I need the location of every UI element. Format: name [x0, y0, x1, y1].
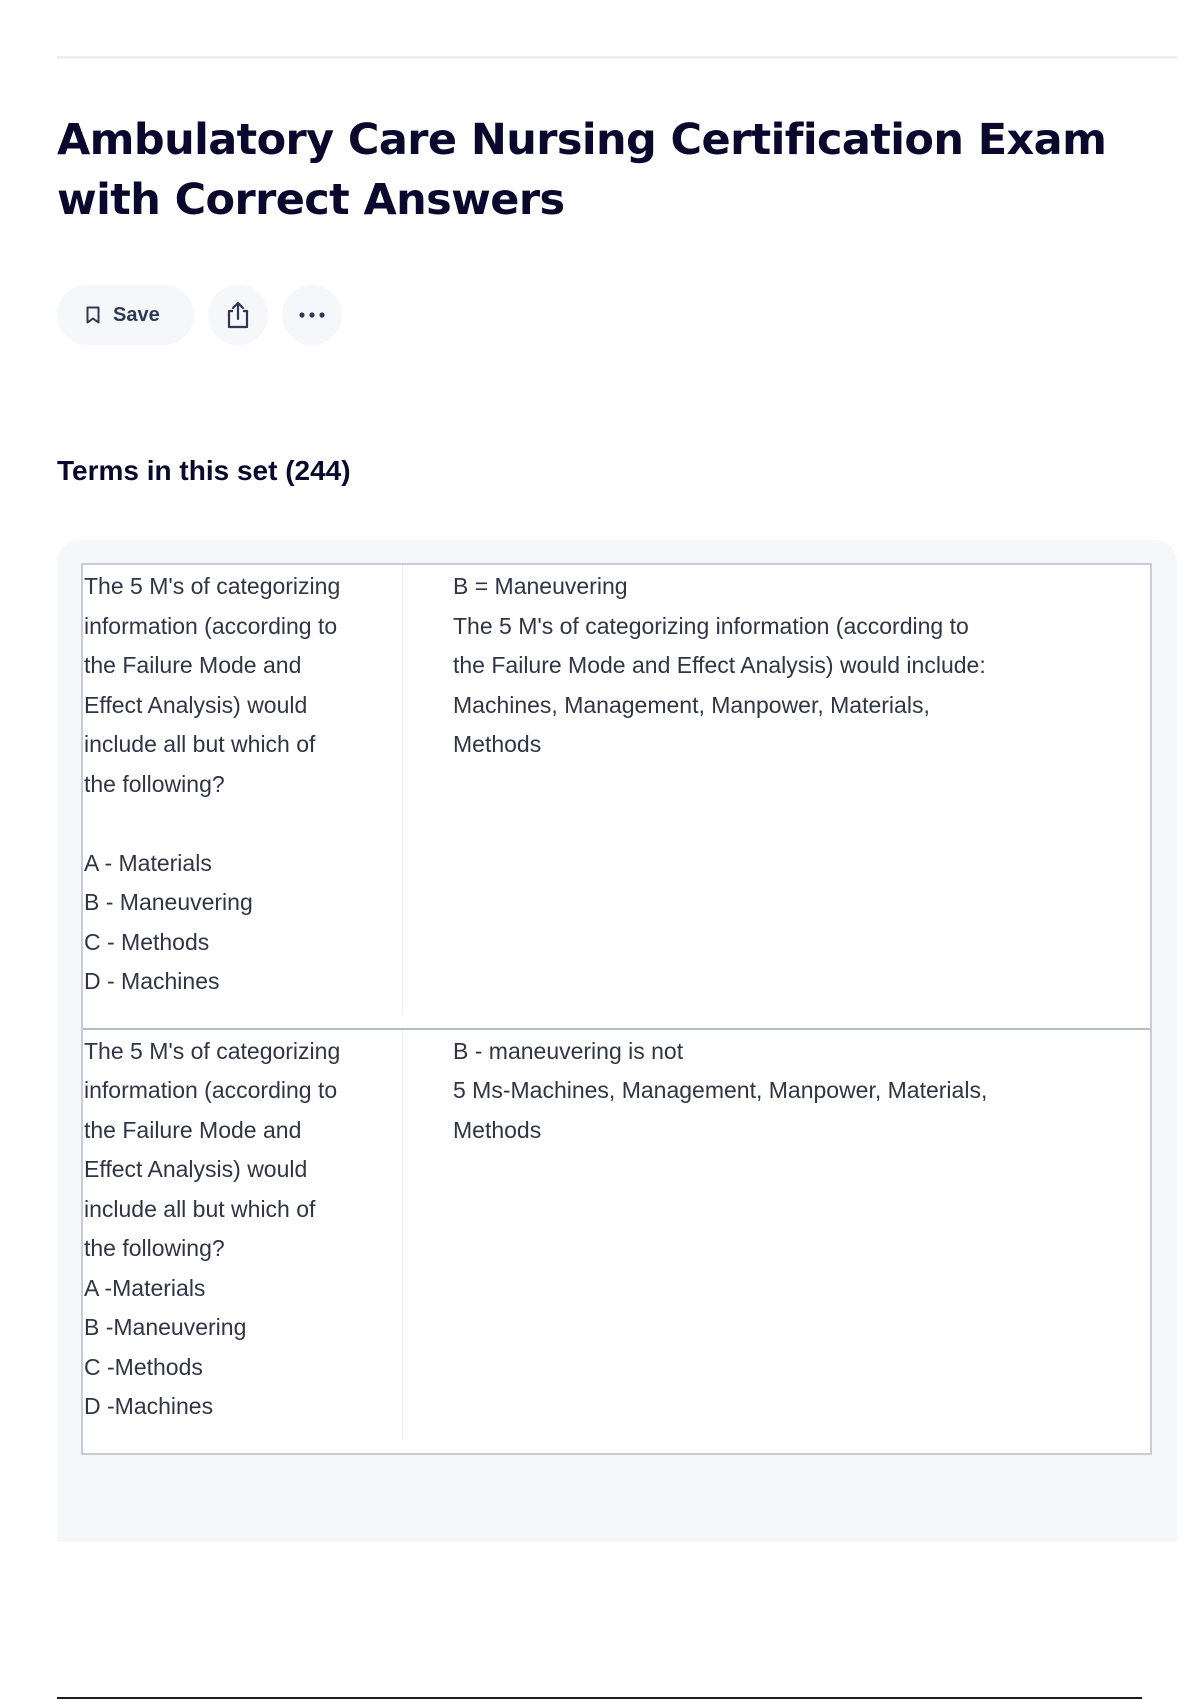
bookmark-icon	[85, 305, 101, 325]
term-row	[83, 565, 1150, 1028]
more-options-button[interactable]	[282, 285, 342, 345]
top-divider	[57, 56, 1177, 59]
share-icon	[224, 300, 252, 330]
terms-table	[81, 563, 1152, 1455]
more-horizontal-icon	[298, 311, 326, 319]
share-button[interactable]	[208, 285, 268, 345]
save-button-label: Save	[113, 303, 160, 326]
action-bar	[57, 285, 342, 345]
terms-heading: Terms in this set (244)	[57, 455, 351, 486]
page-title: Ambulatory Care Nursing Certification Exam with Correct Answers	[57, 115, 1107, 225]
save-button[interactable]	[57, 285, 194, 345]
bottom-divider	[57, 1697, 1142, 1699]
definition-text: B = Maneuvering The 5 M's of categorizing information (according to the Failure Mode and Effect Analysis) would include: Machines, Management, Manpower, Materials, Methods	[453, 573, 986, 757]
term-row	[83, 1028, 1150, 1453]
term-text: The 5 M's of categorizing information (according to the Failure Mode and Effect Analysis) would include all but which of the following? A - Materials B - Maneuvering C - Methods D - Machines	[83, 565, 403, 1014]
term-text: The 5 M's of categorizing information (according to the Failure Mode and Effect Analysis) would include all but which of the following? A -Materials B -Maneuvering C -Methods D -Machines	[83, 1030, 403, 1439]
definition-text: B - maneuvering is not 5 Ms-Machines, Management, Manpower, Materials, Methods	[453, 1037, 988, 1143]
